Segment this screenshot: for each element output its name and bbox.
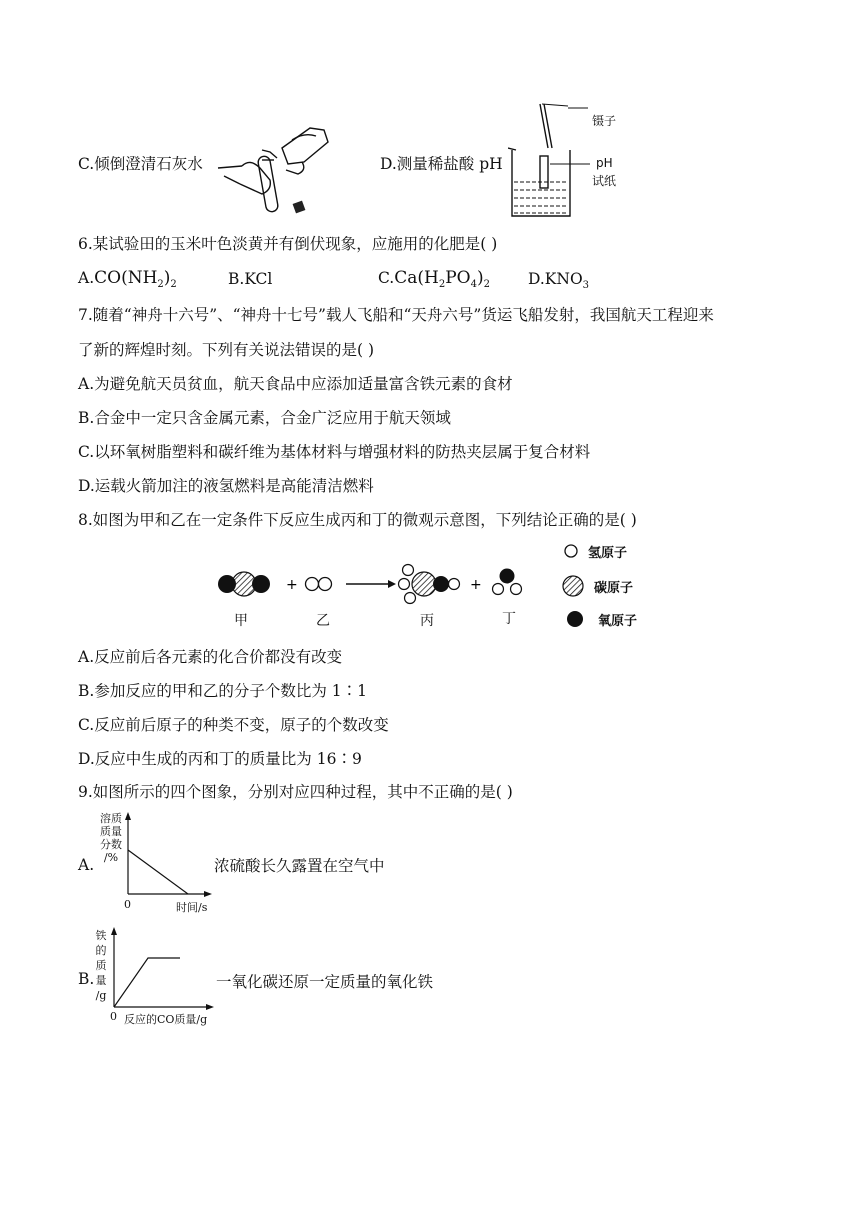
legend-oxygen-label: 氧原子 [598,614,638,629]
graph-b-xlabel: 反应的CO质量/g [124,1013,208,1026]
q8-option-d: D.反应中生成的丙和丁的质量比为 16∶9 [78,750,362,768]
graph-a-ylabel-line: 分数 [100,838,122,851]
graph-b-ylabel-line: 质 [95,959,107,972]
graph-a-ylabel-line: 溶质 [100,812,122,825]
label-ding: 丁 [502,611,516,627]
legend-carbon-symbol [563,576,583,596]
legend-hydrogen-symbol [565,545,577,557]
bing-carbon-atom [412,572,436,596]
q9-option-a-label: A. [78,856,95,874]
q6-stem: 6.某试验田的玉米叶色淡黄并有倒伏现象，应施用的化肥是( ) [78,235,498,253]
q7-option-b: B.合金中一定只含金属元素，合金广泛应用于航天领域 [78,409,451,427]
graph-b-axes [108,925,218,1013]
graph-a-origin: 0 [124,898,131,911]
yi-hydrogen-atom-2 [319,578,332,591]
q6-option-a-prefix: A. [78,269,95,287]
graph-b-ylabel-line: /g [95,989,107,1002]
q9-option-b-label: B. [78,970,95,988]
graph-a-axes [120,808,215,900]
graph-a-curve [128,850,188,894]
jia-carbon-atom [232,572,256,596]
ph-paper-label-2: 试纸 [592,174,617,188]
q5-option-c-text: C.倾倒澄清石灰水 [78,155,203,173]
bing-hydrogen-atom-4 [449,579,460,590]
ding-hydrogen-atom-1 [493,584,504,595]
graph-b-ylabel-line: 量 [95,974,107,987]
q7-option-a: A.为避免航天员贫血，航天食品中应添加适量富含铁元素的食材 [78,375,513,393]
label-jia: 甲 [234,613,248,629]
q9-option-b-text: 一氧化碳还原一定质量的氧化铁 [216,973,434,991]
q8-option-a: A.反应前后各元素的化合价都没有改变 [78,648,343,666]
q8-option-b: B.参加反应的甲和乙的分子个数比为 1∶1 [78,682,367,700]
q8-option-c: C.反应前后原子的种类不变，原子的个数改变 [78,716,389,734]
svg-text:+: + [470,577,482,593]
legend-oxygen-symbol [567,611,583,627]
graph-b-curve [114,958,180,1007]
bing-oxygen-atom [433,576,449,592]
ding-oxygen-atom [500,569,515,584]
label-bing: 丙 [420,613,434,629]
bing-hydrogen-atom-3 [405,593,416,604]
q7-option-c: C.以环氧树脂塑料和碳纤维为基体材料与增强材料的防热夹层属于复合材料 [78,443,591,461]
graph-b-x-arrow [206,1004,214,1010]
ph-measurement-illustration [508,100,658,222]
bing-hydrogen-atom-2 [399,579,410,590]
q8-stem: 8.如图为甲和乙在一定条件下反应生成丙和丁的微观示意图，下列结论正确的是( ) [78,511,637,529]
q6-option-d-prefix: D.KNO [528,270,583,288]
tweezers-label: 镊子 [592,114,617,128]
legend-carbon-label: 碳原子 [594,581,634,596]
graph-b-y-arrow [111,927,117,935]
pouring-limewater-illustration [212,118,337,218]
q6-option-c-prefix: C. [378,269,395,287]
q6-option-d: $D.KNO_3$ [528,270,590,291]
graph-a-xlabel: 时间/s [176,901,208,914]
graph-b-ylabel-line: 铁 [95,929,107,942]
yi-hydrogen-atom-1 [306,578,319,591]
graph-a-ylabel-line: 质量 [100,825,122,838]
q5-option-d-text: D.测量稀盐酸 pH [380,155,503,173]
legend-hydrogen-label: 氢原子 [588,546,628,561]
bing-hydrogen-atom-1 [403,565,414,576]
reaction-arrow-head [388,580,396,588]
q7-stem-line1: 7.随着“神舟十六号”、“神舟十七号”载人飞船和“天舟六号”货运飞船发射，我国航天工程迎来 [78,306,714,324]
q6-option-c: $C.Ca(H_2PO_4)_2$ [378,268,490,290]
graph-b-origin: 0 [110,1010,117,1023]
ding-hydrogen-atom-2 [511,584,522,595]
q6-option-b: B.KCl [228,270,273,288]
graph-a-y-arrow [125,812,131,820]
svg-text:+: + [286,577,298,593]
q7-stem-line2: 了新的辉煌时刻。下列有关说法错误的是( ) [78,341,375,359]
graph-b-ylabel-line: 的 [95,944,107,957]
label-yi: 乙 [316,613,330,629]
graph-a-x-arrow [204,891,212,897]
graph-a-ylabel-line: /% [103,851,119,864]
q9-stem: 9.如图所示的四个图象，分别对应四种过程，其中不正确的是( ) [78,783,513,801]
ph-paper-label-1: pH [596,156,613,170]
q7-option-d: D.运载火箭加注的液氢燃料是高能清洁燃料 [78,477,374,495]
q6-option-a: $A.CO(NH_2)_2$ [78,268,177,290]
q9-option-a-text: 浓硫酸长久露置在空气中 [214,857,385,875]
